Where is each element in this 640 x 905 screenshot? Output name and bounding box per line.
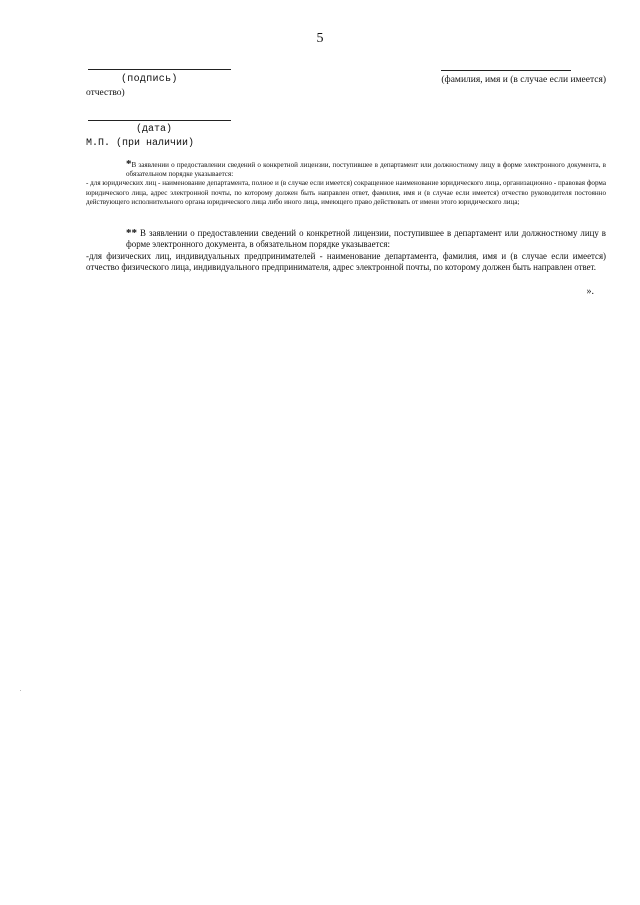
footnote-legal-entities xyxy=(86,160,606,207)
date-label: (дата) xyxy=(136,124,173,135)
date-line xyxy=(88,120,231,121)
name-line xyxy=(441,70,571,71)
scan-artifact xyxy=(20,690,21,691)
page-number: 5 xyxy=(316,31,324,46)
footnote-body: - для юридических лиц - наименование департамента, полное и (в случае если имеется) сокращенное наименование юридического лица, организационно - правовая форма юридического лица, адрес электронной почты, по которому должен быть направлен ответ, фамилия, имя и (в случае если имеется) отчество руководителя постоянно действующего исполнительного органа юридического лица либо иного лица, имеющего право действовать от имени этого юридического лица; xyxy=(86,179,606,206)
signature-line xyxy=(88,69,231,70)
signature-label: (подпись) xyxy=(121,74,178,85)
footnote-lead: В заявлении о предоставлении сведений о конкретной лицензии, поступившее в департамент или должностному лицу в форме электронного документа, в обязательном порядке указывается: xyxy=(126,228,606,250)
name-label: (фамилия, имя и (в случае если имеется) xyxy=(441,75,606,85)
footnote-individuals xyxy=(86,228,606,274)
closing-quote: ». xyxy=(586,286,594,297)
patronymic-label: отчество) xyxy=(86,88,125,98)
footnote-body: -для физических лиц, индивидуальных предпринимателей - наименование департамента, фамилия, имя и (в случае если имеется) отчество физического лица, индивидуального предпринимателя, адрес электронной почты, по которому должен быть направлен ответ. xyxy=(86,250,606,273)
footnote-marker: ** xyxy=(126,227,137,239)
footnote-lead: В заявлении о предоставлении сведений о конкретной лицензии, поступившее в департамент или должностному лицу в форме электронного документа, в обязательном порядке указывается: xyxy=(126,161,606,179)
footnote-marker: * xyxy=(126,158,132,170)
stamp-label: М.П. (при наличии) xyxy=(86,138,195,149)
